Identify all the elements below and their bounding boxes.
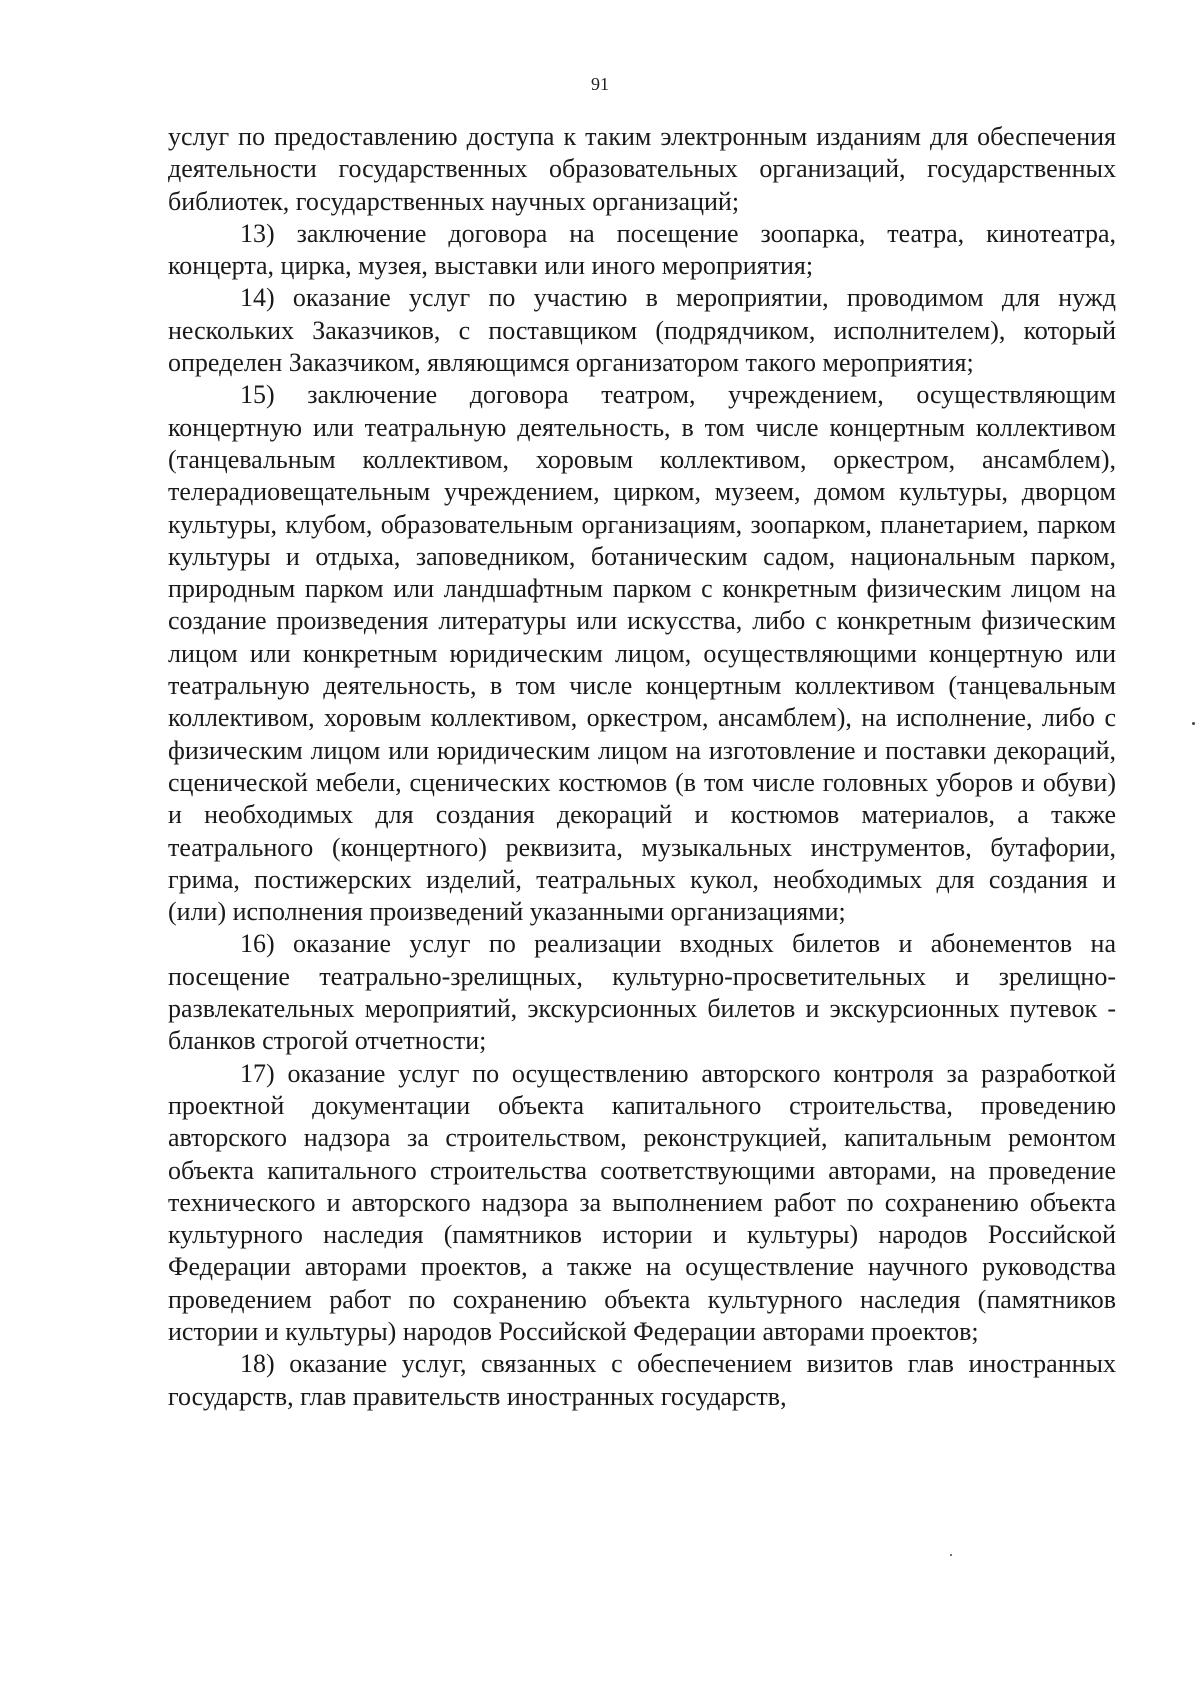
body-text	[168, 121, 1116, 1413]
scan-speck	[950, 1554, 952, 1556]
scan-speck	[1192, 722, 1195, 725]
paragraph-item-13: 13) заключение договора на посещение зоопарка, театра, кинотеатра, концерта, цирка, музея, выставки или иного мероприятия;	[168, 218, 1116, 281]
page-number: 91	[591, 74, 609, 94]
paragraph-item-16: 16) оказание услуг по реализации входных билетов и абонементов на посещение театрально-зрелищных, культурно-просветительных и зрелищно-развлекательных мероприятий, экскурсионных билетов и экскурсионных путевок - бланков строгой отчетности;	[168, 929, 1116, 1056]
paragraph-item-18: 18) оказание услуг, связанных с обеспечением визитов глав иностранных государств, глав правительств иностранных государств,	[168, 1349, 1116, 1411]
paragraph-item-14: 14) оказание услуг по участию в мероприятии, проводимом для нужд нескольких Заказчиков, с поставщиком (подрядчиком, исполнителем), который определен Заказчиком, являющимся организатором такого мероприятия;	[168, 283, 1116, 378]
paragraph-continuation: услуг по предоставлению доступа к таким электронным изданиям для обеспечения деятельности государственных образовательных организаций, государственных библиотек, государственных научных организаций;	[168, 122, 1116, 216]
paragraph-item-17: 17) оказание услуг по осуществлению авторского контроля за разработкой проектной документации объекта капитального строительства, проведению авторского надзора за строительством, реконструкцией, капитальным ремонтом объекта капитального строительства соответствующими авторами, на проведение технического и авторского надзора за выполнением работ по сохранению объекта культурного наследия (памятников истории и культуры) народов Российской Федерации авторами проектов, а также на осуществление научного руководства проведением работ по сохранению объекта культурного наследия (памятников истории и культуры) народов Российской Федерации авторами проектов;	[168, 1058, 1116, 1346]
paragraph-item-15: 15) заключение договора театром, учреждением, осуществляющим концертную или театральную деятельность, в том числе концертным коллективом (танцевальным коллективом, хоровым коллективом, оркестром, ансамблем), телерадиовещательным учреждением, цирком, музеем, домом культуры, дворцом культуры, клубом, образовательным организациям, зоопарком, планетарием, парком культуры и отдыха, заповедником, ботаническим садом, национальным парком, природным парком или ландшафтным парком с конкретным физическим лицом на создание произведения литературы или искусства, либо с конкретным физическим лицом или конкретным юридическим лицом, осуществляющими концертную или театральную деятельность, в том числе концертным коллективом (танцевальным коллективом, хоровым коллективом, оркестром, ансамблем), на исполнение, либо с физическим лицом или юридическим лицом на изготовление и поставки декораций, сценической мебели, сценических костюмов (в том числе головных уборов и обуви) и необходимых для создания декораций и костюмов материалов, а также театрального (концертного) реквизита, музыкальных инструментов, бутафории, грима, постижерских изделий, театральных кукол, необходимых для создания и (или) исполнения произведений указанными организациями;	[168, 380, 1116, 927]
